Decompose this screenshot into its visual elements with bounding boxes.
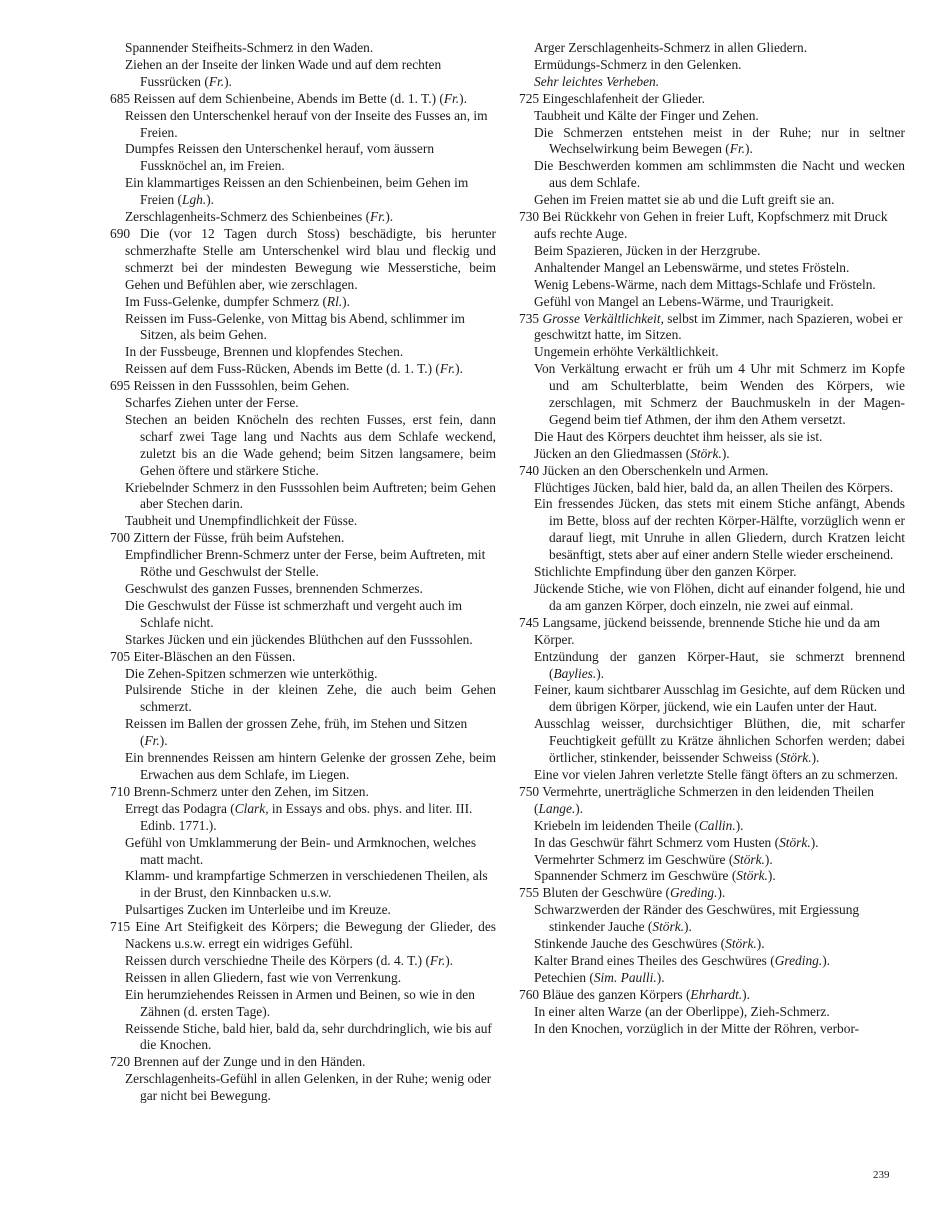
entry (125, 141, 496, 175)
entry (125, 835, 496, 869)
entry-text: Jückende Stiche, wie von Flöhen, dicht auf einander folgend, hie und da am ganzen Körper, doch einzeln, nie zwei auf einmal. (534, 581, 905, 613)
entry (534, 1021, 905, 1038)
numbered-entry (110, 649, 496, 666)
entry-text: Geschwulst des ganzen Fusses, brennenden Schmerzes. (125, 581, 423, 596)
entry (534, 260, 905, 277)
entry-text: Die Beschwerden kommen am schlimmsten die Nacht und wecken aus dem Schlafe. (534, 158, 905, 191)
entry-text: Die (vor 12 Tagen durch Stoss) beschädigte, bis herunter schmerzhafte Stelle am Unterschenkel wird blau und fleckig und schmerzt bei der mindesten Bewegung wie Messerstiche, beim Gehen und Befühlen aber, wie zerschlagen. (125, 225, 497, 292)
entry (125, 480, 496, 514)
entry-text: Spannender Steifheits-Schmerz in den Waden. (125, 40, 374, 55)
entry-text: Grosse Verkältlichkeit, selbst im Zimmer, nach Spazieren, wobei er geschwitzt hatte, im Sitzen. (534, 310, 903, 343)
entry-text: Gehen im Freien mattet sie ab und die Luft greift sie an. (534, 192, 835, 208)
entry-number: 725 (519, 90, 543, 106)
entry-text: Wenig Lebens-Wärme, nach dem Mittags-Schlafe und Frösteln. (534, 276, 876, 292)
entry-text: Arger Zerschlagenheits-Schmerz in allen Gliedern. (534, 40, 808, 55)
entry (534, 936, 905, 953)
entry (125, 902, 496, 919)
entry (534, 277, 905, 294)
entry (534, 74, 905, 91)
entry-text: Die Geschwulst der Füsse ist schmerzhaft und vergeht auch im Schlafe nicht. (125, 597, 463, 630)
entry (534, 852, 905, 869)
entry (534, 361, 905, 429)
entry-number: 690 (110, 225, 140, 241)
entry-text: Dumpfes Reissen den Unterschenkel herauf, vom äussern Fussknöchel an, im Freien. (125, 141, 435, 174)
entry-text: Stechen an beiden Knöcheln des rechten Fusses, erst fein, dann scharf zwei Tage lang und Nachts aus dem Schlafe weckend, zuletzt bis an die Wade gehend; beim Sitzen langsamere, beim Gehen öftere und stärkere Stiche. (125, 411, 496, 478)
entry-text: Kriebeln im leidenden Theile (Callin.). (534, 817, 744, 833)
entry-number: 685 (110, 90, 134, 106)
entry-number: 740 (519, 462, 543, 478)
entry (125, 632, 496, 649)
entry-text: Entzündung der ganzen Körper-Haut, sie schmerzt brennend (Baylies.). (534, 648, 905, 681)
entry (534, 835, 905, 852)
entry-text: Von Verkältung erwacht er früh um 4 Uhr mit Schmerz im Kopfe und am Schulterblatte, beim Wenden des Körpers, wie zerschlagen, mit Schmerz der Bauchmuskeln in der Magen-Gegend beim tief Athmen, der ihm den Athem versetzt. (534, 361, 905, 427)
entry (534, 902, 905, 936)
entry-text: Scharfes Ziehen unter der Ferse. (125, 395, 299, 411)
entry-text: Eine Art Steifigkeit des Körpers; die Bewegung der Glieder, des Nackens u.s.w. erregt ein widriges Gefühl. (125, 919, 496, 952)
entry-text: Vermehrte, unerträgliche Schmerzen in den leidenden Theilen (Lange.). (534, 783, 874, 816)
entry-text: Ausschlag weisser, durchsichtiger Blüthen, die, mit scharfer Feuchtigkeit gefüllt zu Krätze ähnlichen Schorfen werden; dabei örtlicher, stinkender, beissender Schweiss (Störk.). (534, 716, 905, 766)
numbered-entry (519, 463, 905, 480)
entry-text: Klamm- und krampfartige Schmerzen in verschiedenen Theilen, als in der Brust, den Kinnbacken u.s.w. (125, 868, 488, 901)
entry (125, 395, 496, 412)
entry (125, 209, 496, 226)
entry-text: Pulsirende Stiche in der kleinen Zehe, die auch beim Gehen schmerzt. (125, 682, 496, 715)
entry-text: Stichlichte Empfindung über den ganzen Körper. (534, 564, 797, 580)
entry (534, 125, 905, 159)
numbered-entry (110, 1054, 496, 1071)
entry-text: Im Fuss-Gelenke, dumpfer Schmerz (Rl.). (125, 293, 350, 309)
entry-text: Vermehrter Schmerz im Geschwüre (Störk.). (534, 851, 773, 867)
entry-number: 695 (110, 378, 134, 394)
entry-text: Langsame, jückend beissende, brennende Stiche hie und da am Körper. (534, 614, 881, 647)
entry (125, 750, 496, 784)
entry-text: Zittern der Füsse, früh beim Aufstehen. (133, 530, 345, 546)
entry-text: Brennen auf der Zunge und in den Händen. (133, 1054, 366, 1070)
entry-text: Bei Rückkehr von Gehen in freier Luft, Kopfschmerz mit Druck aufs rechte Auge. (534, 209, 888, 241)
entry (534, 716, 905, 767)
entry (534, 868, 905, 885)
entry-text: Jücken an den Oberschenkeln und Armen. (542, 462, 769, 478)
entry (534, 429, 905, 446)
numbered-entry (519, 311, 905, 345)
entry (534, 1004, 905, 1021)
entry-number: 730 (519, 209, 543, 225)
entry-text: In einer alten Warze (an der Oberlippe), Zieh-Schmerz. (534, 1003, 830, 1019)
entry-text: Ein herumziehendes Reissen in Armen und Beinen, so wie in den Zähnen (d. ersten Tage). (125, 986, 475, 1019)
entry-number: 735 (519, 310, 543, 326)
entry-text: Reissen in allen Gliedern, fast wie von Verrenkung. (125, 969, 402, 985)
entry-text: Schwarzwerden der Ränder des Geschwüres, mit Ergiessung stinkender Jauche (Störk.). (534, 902, 860, 935)
entry (534, 767, 905, 784)
entry-text: Die Schmerzen entstehen meist in der Ruhe; nur in seltner Wechselwirkung beim Bewegen (Fr.). (534, 124, 905, 157)
entry-text: Reissen auf dem Schienbeine, Abends im Bette (d. 1. T.) (Fr.). (133, 90, 467, 106)
entry-text: Reissen in den Fusssohlen, beim Gehen. (133, 378, 350, 394)
entry-text: Empfindlicher Brenn-Schmerz unter der Ferse, beim Auftreten, mit Röthe und Geschwulst der Stelle. (125, 547, 486, 580)
entry-number: 715 (110, 919, 136, 935)
entry (534, 294, 905, 311)
numbered-entry (519, 209, 905, 243)
entry-text: Reissen den Unterschenkel herauf von der Inseite des Fusses an, im Freien. (125, 107, 488, 140)
entry (534, 446, 905, 463)
numbered-entry (519, 615, 905, 649)
entry-text: Reissen im Fuss-Gelenke, von Mittag bis Abend, schlimmer im Sitzen, als beim Gehen. (125, 310, 465, 343)
entry-text: Kalter Brand eines Theiles des Geschwüres (Greding.). (534, 952, 831, 968)
entry-number: 745 (519, 614, 543, 630)
entry-number: 755 (519, 885, 543, 901)
entry-text: Eiter-Bläschen an den Füssen. (133, 648, 296, 664)
numbered-entry (110, 784, 496, 801)
entry-number: 750 (519, 783, 543, 799)
entry (125, 581, 496, 598)
entry (534, 564, 905, 581)
entry (125, 294, 496, 311)
entry-text: Zerschlagenheits-Schmerz des Schienbeines (Fr.). (125, 209, 394, 225)
entry-text: Zerschlagenheits-Gefühl in allen Gelenken, in der Ruhe; wenig oder gar nicht bei Bewegung. (125, 1071, 492, 1104)
numbered-entry (519, 987, 905, 1004)
entry-number: 710 (110, 783, 134, 799)
numbered-entry (110, 530, 496, 547)
entry (125, 311, 496, 345)
entry (125, 108, 496, 142)
entry (534, 344, 905, 361)
entry-number: 760 (519, 986, 543, 1002)
entry (125, 970, 496, 987)
entry-text: Die Zehen-Spitzen schmerzen wie unterköthig. (125, 665, 378, 681)
entry-text: Anhaltender Mangel an Lebenswärme, und stetes Frösteln. (534, 259, 850, 275)
entry (125, 412, 496, 480)
entry (534, 682, 905, 716)
entry (534, 158, 905, 192)
entry (125, 175, 496, 209)
entry-text: Kriebelnder Schmerz in den Fusssohlen beim Auftreten; beim Gehen aber Stechen darin. (125, 479, 496, 512)
entry-text: Reissende Stiche, bald hier, bald da, sehr durchdringlich, wie bis auf die Knochen. (125, 1020, 492, 1053)
entry (534, 40, 905, 57)
entry-text: Gefühl von Umklammerung der Bein- und Armknochen, welches matt macht. (125, 834, 477, 867)
entry (534, 581, 905, 615)
entry (534, 57, 905, 74)
entry (534, 108, 905, 125)
entry-text: Taubheit und Kälte der Finger und Zehen. (534, 107, 759, 123)
entry-text: Starkes Jücken und ein jückendes Blüthchen auf den Fusssohlen. (125, 631, 473, 647)
entry (534, 818, 905, 835)
entry-text: Bläue des ganzen Körpers (Ehrhardt.). (542, 986, 750, 1002)
entry-text: Eine vor vielen Jahren verletzte Stelle fängt öfters an zu schmerzen. (534, 766, 898, 782)
entry-text: In das Geschwür fährt Schmerz vom Husten (Störk.). (534, 834, 819, 850)
entry-text: Erregt das Podagra (Clark, in Essays and obs. phys. and liter. III. Edinb. 1771.). (125, 800, 473, 833)
entry-text: Jücken an den Gliedmassen (Störk.). (534, 445, 730, 461)
entry-text: Ziehen an der Inseite der linken Wade und auf dem rechten Fussrücken (Fr.). (125, 56, 442, 89)
entry-text: Stinkende Jauche des Geschwüres (Störk.). (534, 936, 765, 952)
entry (125, 57, 496, 91)
entry (534, 192, 905, 209)
entry (125, 40, 496, 57)
entry-text: Beim Spazieren, Jücken in der Herzgrube. (534, 242, 761, 258)
entry (125, 868, 496, 902)
entry-text: Ein klammartiges Reissen an den Schienbeinen, beim Gehen im Freien (Lgh.). (125, 175, 469, 208)
numbered-entry (519, 885, 905, 902)
entry-text: In der Fussbeuge, Brennen und klopfendes Stechen. (125, 344, 404, 360)
entry-text: Reissen auf dem Fuss-Rücken, Abends im Bette (d. 1. T.) (Fr.). (125, 361, 463, 377)
entry-number: 720 (110, 1054, 134, 1070)
entry-text: Pulsartiges Zucken im Unterleibe und im Kreuze. (125, 902, 391, 918)
entry-text: Reissen im Ballen der grossen Zehe, früh, im Stehen und Sitzen (Fr.). (125, 716, 468, 749)
entry-text: Sehr leichtes Verheben. (534, 73, 660, 89)
entry-text: Flüchtiges Jücken, bald hier, bald da, an allen Theilen des Körpers. (534, 479, 894, 495)
entry-text: Feiner, kaum sichtbarer Ausschlag im Gesichte, auf dem Rücken und dem übrigen Körper, jückend, wie ein Laufen unter der Haut. (534, 682, 905, 715)
left-column (110, 40, 496, 1105)
entry-text: Ermüdungs-Schmerz in den Gelenken. (534, 56, 742, 72)
entry (125, 953, 496, 970)
numbered-entry (519, 91, 905, 108)
entry (125, 987, 496, 1021)
numbered-entry (110, 919, 496, 953)
entry-text: Reissen durch verschiedne Theile des Körpers (d. 4. T.) (Fr.). (125, 952, 453, 968)
entry-text: Spannender Schmerz im Geschwüre (Störk.). (534, 868, 776, 884)
entry-text: Bluten der Geschwüre (Greding.). (542, 885, 726, 901)
entry-text: In den Knochen, vorzüglich in der Mitte der Röhren, verbor- (534, 1020, 860, 1036)
entry-number: 705 (110, 648, 134, 664)
entry (125, 1071, 496, 1105)
entry (125, 344, 496, 361)
entry-text: Brenn-Schmerz unter den Zehen, im Sitzen. (133, 783, 369, 799)
entry (125, 513, 496, 530)
entry-text: Ein brennendes Reissen am hintern Gelenke der grossen Zehe, beim Erwachen aus dem Schlafe, im Liegen. (125, 750, 496, 782)
entry-text: Eingeschlafenheit der Glieder. (542, 90, 705, 106)
entry (125, 682, 496, 716)
entry-number: 700 (110, 530, 134, 546)
entry-text: Petechien (Sim. Paulli.). (534, 969, 665, 985)
entry (534, 243, 905, 260)
entry (125, 716, 496, 750)
entry (125, 361, 496, 378)
entry-text: Ungemein erhöhte Verkältlichkeit. (534, 344, 719, 360)
entry (125, 666, 496, 683)
page-number: 239 (873, 1169, 890, 1181)
numbered-entry (519, 784, 905, 818)
entry (534, 496, 905, 564)
numbered-entry (110, 226, 496, 294)
entry-text: Gefühl von Mangel an Lebens-Wärme, und Traurigkeit. (534, 293, 834, 309)
entry (125, 1021, 496, 1055)
entry (125, 598, 496, 632)
entry (534, 953, 905, 970)
entry (534, 649, 905, 683)
entry (534, 970, 905, 987)
entry (125, 547, 496, 581)
entry-text: Die Haut des Körpers deuchtet ihm heisser, als sie ist. (534, 428, 823, 444)
right-column (519, 40, 905, 1037)
numbered-entry (110, 91, 496, 108)
entry-text: Taubheit und Unempfindlichkeit der Füsse. (125, 513, 358, 529)
entry (534, 480, 905, 497)
entry (125, 801, 496, 835)
entry-text: Ein fressendes Jücken, das stets mit einem Stiche anfängt, Abends im Bette, bloss auf der rechten Körper-Hälfte, vorzüglich wenn er darauf liegt, mit Unruhe in allen Gliedern, durch Kratzen leicht besänftigt, stets aber auf einer andern Stelle wieder erscheinend. (534, 496, 905, 563)
numbered-entry (110, 378, 496, 395)
